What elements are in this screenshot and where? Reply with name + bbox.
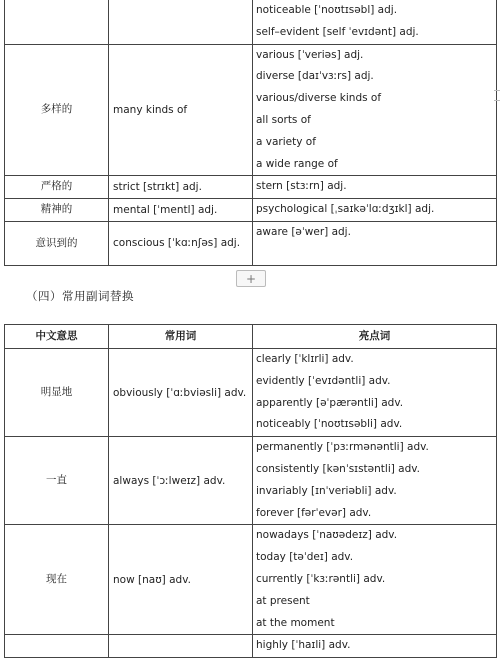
common-word-cell: now [naʊ] adv. [109, 525, 253, 635]
highlight-word: nowadays [ˈnaʊədeɪz] adv. [256, 529, 398, 542]
table-row [5, 0, 497, 44]
highlight-words-cell [253, 44, 497, 176]
highlight-word: at the moment [256, 616, 335, 629]
header-common-word: 常用词 [109, 325, 253, 349]
edge-marker [494, 100, 500, 101]
section-title: （四）常用副词替换 [26, 289, 134, 303]
chinese-meaning-cell: 现在 [5, 525, 109, 635]
add-row-button[interactable]: + [236, 270, 266, 287]
highlight-words-cell [253, 525, 497, 635]
highlight-word: currently [ˈkɜːrəntli] adv. [256, 572, 386, 585]
chinese-meaning-cell [5, 635, 109, 658]
table-row [5, 176, 497, 199]
table-row [5, 44, 497, 176]
highlight-word: invariably [ɪnˈveriəbli] adv. [256, 484, 397, 497]
highlight-word: diverse [daɪˈvɜːrs] adj. [256, 70, 374, 83]
header-highlight-word: 亮点词 [253, 325, 497, 349]
table-row [5, 525, 497, 635]
highlight-word: psychological [ˌsaɪkəˈlɑːdʒɪkl] adj. [256, 203, 435, 216]
table-row [5, 635, 497, 658]
highlight-word: forever [fərˈevər] adv. [256, 506, 372, 519]
table-row [5, 199, 497, 222]
common-word-cell [109, 635, 253, 658]
highlight-word: noticeably [ˈnoʊtɪsəbli] adv. [256, 418, 403, 431]
table-header-row [5, 325, 497, 349]
highlight-words-cell [253, 221, 497, 265]
highlight-word: all sorts of [256, 113, 311, 126]
table-row [5, 221, 497, 265]
highlight-word: highly [ˈhaɪli] adv. [256, 639, 351, 652]
highlight-word: clearly [ˈklɪrli] adv. [256, 353, 354, 365]
common-word-cell: conscious [ˈkɑːnʃəs] adj. [109, 221, 253, 265]
chinese-meaning-cell: 一直 [5, 437, 109, 525]
common-word-cell: always [ˈɔːlweɪz] adv. [109, 437, 253, 525]
edge-marker [494, 90, 500, 91]
vocab-table-adverbs [4, 324, 497, 658]
common-word-cell: many kinds of [109, 44, 253, 176]
chinese-meaning-cell [5, 0, 109, 44]
chinese-meaning-cell: 意识到的 [5, 221, 109, 265]
highlight-word: a wide range of [256, 157, 338, 170]
chinese-meaning-cell: 明显地 [5, 349, 109, 437]
highlight-word: permanently [ˈpɜːrmənəntli] adv. [256, 441, 429, 454]
highlight-word: evidently [ˈevɪdəntli] adv. [256, 374, 391, 387]
header-chinese-meaning: 中文意思 [5, 325, 109, 349]
highlight-word: aware [əˈwer] adj. [256, 225, 351, 238]
table-row [5, 437, 497, 525]
common-word-cell: strict [strɪkt] adj. [109, 176, 253, 199]
common-word-cell [109, 0, 253, 44]
common-word-cell: mental [ˈmentl] adj. [109, 199, 253, 222]
highlight-word: consistently [kənˈsɪstəntli] adv. [256, 462, 421, 475]
highlight-word: stern [stɜːrn] adj. [256, 180, 347, 193]
highlight-word: a variety of [256, 135, 316, 148]
common-word-cell: obviously [ˈɑːbviəsli] adv. [109, 349, 253, 437]
highlight-word: various/diverse kinds of [256, 92, 382, 105]
chinese-meaning-cell: 精神的 [5, 199, 109, 222]
highlight-words-cell [253, 176, 497, 199]
highlight-word: self–evident [self ˈevɪdənt] adj. [256, 25, 419, 38]
highlight-words-cell [253, 349, 497, 437]
chinese-meaning-cell: 严格的 [5, 176, 109, 199]
highlight-word: noticeable [ˈnoʊtɪsəbl] adj. [256, 4, 398, 16]
highlight-word: today [təˈdeɪ] adv. [256, 551, 354, 564]
highlight-word: various [ˈveriəs] adj. [256, 48, 364, 61]
highlight-words-cell [253, 0, 497, 44]
highlight-word: apparently [əˈpærəntli] adv. [256, 396, 404, 409]
highlight-word: at present [256, 594, 310, 607]
chinese-meaning-cell: 多样的 [5, 44, 109, 176]
highlight-words-cell [253, 437, 497, 525]
table-row [5, 349, 497, 437]
vocab-table-adjectives [4, 0, 497, 266]
highlight-words-cell [253, 199, 497, 222]
highlight-words-cell [253, 635, 497, 658]
